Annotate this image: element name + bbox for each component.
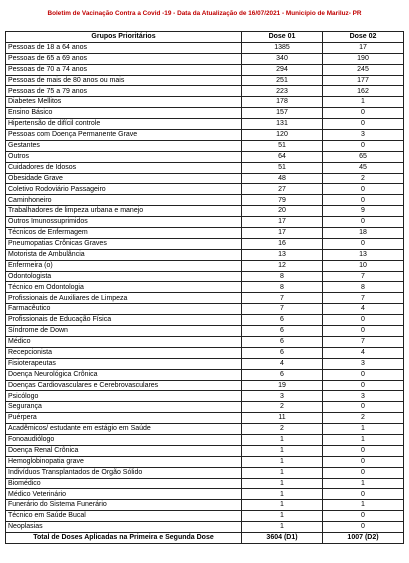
table-row	[6, 271, 404, 282]
dose2-cell: 17	[323, 42, 404, 53]
header-group: Grupos Prioritários	[6, 32, 242, 43]
table-row	[6, 217, 404, 228]
table-row	[6, 195, 404, 206]
dose1-cell: 1	[242, 511, 323, 522]
table-row	[6, 347, 404, 358]
group-cell: Obesidade Grave	[6, 173, 242, 184]
dose1-cell: 6	[242, 315, 323, 326]
table-row	[6, 445, 404, 456]
dose1-cell: 223	[242, 86, 323, 97]
dose2-cell: 0	[323, 140, 404, 151]
dose1-cell: 131	[242, 119, 323, 130]
group-cell: Recepcionista	[6, 347, 242, 358]
group-cell: Pessoas de 70 a 74 anos	[6, 64, 242, 75]
total-dose2: 1007 (D2)	[323, 532, 404, 543]
dose1-cell: 2	[242, 402, 323, 413]
dose2-cell: 0	[323, 119, 404, 130]
dose2-cell: 45	[323, 162, 404, 173]
group-cell: Coletivo Rodoviário Passageiro	[6, 184, 242, 195]
dose1-cell: 64	[242, 151, 323, 162]
table-row	[6, 424, 404, 435]
dose2-cell: 9	[323, 206, 404, 217]
table-row	[6, 173, 404, 184]
dose2-cell: 3	[323, 391, 404, 402]
dose2-cell: 177	[323, 75, 404, 86]
dose1-cell: 3	[242, 391, 323, 402]
dose2-cell: 1	[323, 500, 404, 511]
dose2-cell: 1	[323, 478, 404, 489]
dose1-cell: 1385	[242, 42, 323, 53]
table-row	[6, 130, 404, 141]
dose2-cell: 18	[323, 228, 404, 239]
table-row	[6, 380, 404, 391]
table-row	[6, 511, 404, 522]
group-cell: Técnico em Odontologia	[6, 282, 242, 293]
table-row	[6, 456, 404, 467]
dose2-cell: 0	[323, 380, 404, 391]
group-cell: Fonoaudiólogo	[6, 434, 242, 445]
dose2-cell: 0	[323, 369, 404, 380]
group-cell: Doenças Cardiovasculares e Cerebrovasculares	[6, 380, 242, 391]
group-cell: Doença Renal Crônica	[6, 445, 242, 456]
table-row	[6, 293, 404, 304]
dose1-cell: 48	[242, 173, 323, 184]
dose1-cell: 6	[242, 326, 323, 337]
group-cell: Outros	[6, 151, 242, 162]
dose2-cell: 0	[323, 195, 404, 206]
dose2-cell: 0	[323, 217, 404, 228]
table-row	[6, 53, 404, 64]
header-dose1: Dose 01	[242, 32, 323, 43]
dose2-cell: 0	[323, 326, 404, 337]
dose2-cell: 3	[323, 130, 404, 141]
table-row	[6, 97, 404, 108]
dose2-cell: 0	[323, 402, 404, 413]
table-row	[6, 238, 404, 249]
dose2-cell: 0	[323, 184, 404, 195]
group-cell: Médico Veterinário	[6, 489, 242, 500]
table-row	[6, 206, 404, 217]
table-row	[6, 489, 404, 500]
dose2-cell: 2	[323, 413, 404, 424]
dose1-cell: 12	[242, 260, 323, 271]
group-cell: Diabetes Mellitos	[6, 97, 242, 108]
dose2-cell: 2	[323, 173, 404, 184]
group-cell: Enfermeira (o)	[6, 260, 242, 271]
table-row	[6, 75, 404, 86]
group-cell: Hipertensão de difícil controle	[6, 119, 242, 130]
group-cell: Farmacêutico	[6, 304, 242, 315]
table-row	[6, 304, 404, 315]
dose2-cell: 162	[323, 86, 404, 97]
table-row	[6, 369, 404, 380]
table-row	[6, 282, 404, 293]
group-cell: Indivíduos Transplantados de Orgão Sólido	[6, 467, 242, 478]
table-row	[6, 478, 404, 489]
dose1-cell: 27	[242, 184, 323, 195]
table-row	[6, 108, 404, 119]
dose2-cell: 4	[323, 304, 404, 315]
group-cell: Segurança	[6, 402, 242, 413]
dose1-cell: 6	[242, 369, 323, 380]
dose1-cell: 178	[242, 97, 323, 108]
dose1-cell: 79	[242, 195, 323, 206]
table-row	[6, 402, 404, 413]
dose2-cell: 0	[323, 445, 404, 456]
dose2-cell: 7	[323, 271, 404, 282]
table-row	[6, 249, 404, 260]
dose1-cell: 1	[242, 456, 323, 467]
dose1-cell: 20	[242, 206, 323, 217]
group-cell: Doença Neurológica Crônica	[6, 369, 242, 380]
dose2-cell: 13	[323, 249, 404, 260]
header-row	[6, 32, 404, 43]
dose1-cell: 120	[242, 130, 323, 141]
table-row	[6, 64, 404, 75]
dose2-cell: 1	[323, 434, 404, 445]
dose1-cell: 4	[242, 358, 323, 369]
total-label: Total de Doses Aplicadas na Primeira e Segunda Dose	[6, 532, 242, 543]
group-cell: Profissionais de Educação Física	[6, 315, 242, 326]
dose2-cell: 0	[323, 315, 404, 326]
group-cell: Trabalhadores de limpeza urbana e manejo	[6, 206, 242, 217]
dose1-cell: 6	[242, 347, 323, 358]
group-cell: Pneumopatias Crônicas Graves	[6, 238, 242, 249]
dose2-cell: 1	[323, 424, 404, 435]
group-cell: Pessoas de 18 a 64 anos	[6, 42, 242, 53]
group-cell: Psicólogo	[6, 391, 242, 402]
dose2-cell: 7	[323, 293, 404, 304]
table-row	[6, 467, 404, 478]
table-row	[6, 413, 404, 424]
table-row	[6, 228, 404, 239]
dose2-cell: 0	[323, 238, 404, 249]
group-cell: Profissionais de Auxiliares de Limpeza	[6, 293, 242, 304]
table-row	[6, 140, 404, 151]
dose1-cell: 1	[242, 445, 323, 456]
total-dose1: 3604 (D1)	[242, 532, 323, 543]
table-row	[6, 434, 404, 445]
dose1-cell: 1	[242, 500, 323, 511]
dose2-cell: 0	[323, 467, 404, 478]
group-cell: Puérpera	[6, 413, 242, 424]
group-cell: Gestantes	[6, 140, 242, 151]
dose1-cell: 7	[242, 304, 323, 315]
dose1-cell: 157	[242, 108, 323, 119]
dose1-cell: 13	[242, 249, 323, 260]
dose1-cell: 1	[242, 467, 323, 478]
dose2-cell: 7	[323, 336, 404, 347]
dose2-cell: 190	[323, 53, 404, 64]
dose1-cell: 51	[242, 162, 323, 173]
dose1-cell: 19	[242, 380, 323, 391]
group-cell: Outros Imunossuprimidos	[6, 217, 242, 228]
vaccination-table	[5, 31, 404, 544]
dose2-cell: 0	[323, 108, 404, 119]
dose1-cell: 8	[242, 282, 323, 293]
table-row	[6, 315, 404, 326]
dose1-cell: 340	[242, 53, 323, 64]
dose1-cell: 16	[242, 238, 323, 249]
dose2-cell: 8	[323, 282, 404, 293]
dose2-cell: 10	[323, 260, 404, 271]
bulletin-title: Boletim de Vacinação Contra a Covid -19 - Data da Atualização de 16/07/2021 - Município de Mariluz- PR	[47, 10, 362, 17]
group-cell: Odontologista	[6, 271, 242, 282]
table-row	[6, 358, 404, 369]
group-cell: Pessoas de 65 a 69 anos	[6, 53, 242, 64]
table-row	[6, 86, 404, 97]
dose1-cell: 11	[242, 413, 323, 424]
group-cell: Pessoas de mais de 80 anos ou mais	[6, 75, 242, 86]
group-cell: Caminhoneiro	[6, 195, 242, 206]
group-cell: Pessoas de 75 a 79 anos	[6, 86, 242, 97]
dose1-cell: 17	[242, 217, 323, 228]
dose1-cell: 1	[242, 478, 323, 489]
dose2-cell: 4	[323, 347, 404, 358]
group-cell: Cuidadores de Idosos	[6, 162, 242, 173]
dose1-cell: 1	[242, 522, 323, 533]
dose2-cell: 0	[323, 522, 404, 533]
dose1-cell: 7	[242, 293, 323, 304]
dose2-cell: 245	[323, 64, 404, 75]
group-cell: Médico	[6, 336, 242, 347]
table-row	[6, 500, 404, 511]
dose2-cell: 3	[323, 358, 404, 369]
table-row	[6, 162, 404, 173]
group-cell: Hemoglobinopatia grave	[6, 456, 242, 467]
dose1-cell: 51	[242, 140, 323, 151]
group-cell: Síndrome de Down	[6, 326, 242, 337]
dose1-cell: 294	[242, 64, 323, 75]
group-cell: Funerário do Sistema Funerário	[6, 500, 242, 511]
dose1-cell: 8	[242, 271, 323, 282]
group-cell: Técnico em Saúde Bucal	[6, 511, 242, 522]
group-cell: Biomédico	[6, 478, 242, 489]
group-cell: Fisioterapeutas	[6, 358, 242, 369]
group-cell: Neoplasias	[6, 522, 242, 533]
table-row	[6, 336, 404, 347]
group-cell: Pessoas com Doença Permanente Grave	[6, 130, 242, 141]
group-cell: Ensino Básico	[6, 108, 242, 119]
dose1-cell: 6	[242, 336, 323, 347]
table-row	[6, 184, 404, 195]
dose2-cell: 0	[323, 511, 404, 522]
table-row	[6, 522, 404, 533]
group-cell: Acadêmicos/ estudante em estágio em Saúde	[6, 424, 242, 435]
table-row	[6, 119, 404, 130]
dose2-cell: 0	[323, 456, 404, 467]
group-cell: Técnicos de Enfermagem	[6, 228, 242, 239]
dose1-cell: 1	[242, 434, 323, 445]
table-row	[6, 326, 404, 337]
dose1-cell: 1	[242, 489, 323, 500]
table-row	[6, 391, 404, 402]
dose1-cell: 17	[242, 228, 323, 239]
table-row	[6, 42, 404, 53]
total-row	[6, 532, 404, 543]
group-cell: Motorista de Ambulância	[6, 249, 242, 260]
table-body	[6, 42, 404, 532]
table-row	[6, 260, 404, 271]
table-row	[6, 151, 404, 162]
dose2-cell: 65	[323, 151, 404, 162]
dose2-cell: 0	[323, 489, 404, 500]
dose2-cell: 1	[323, 97, 404, 108]
dose1-cell: 2	[242, 424, 323, 435]
header-dose2: Dose 02	[323, 32, 404, 43]
dose1-cell: 251	[242, 75, 323, 86]
